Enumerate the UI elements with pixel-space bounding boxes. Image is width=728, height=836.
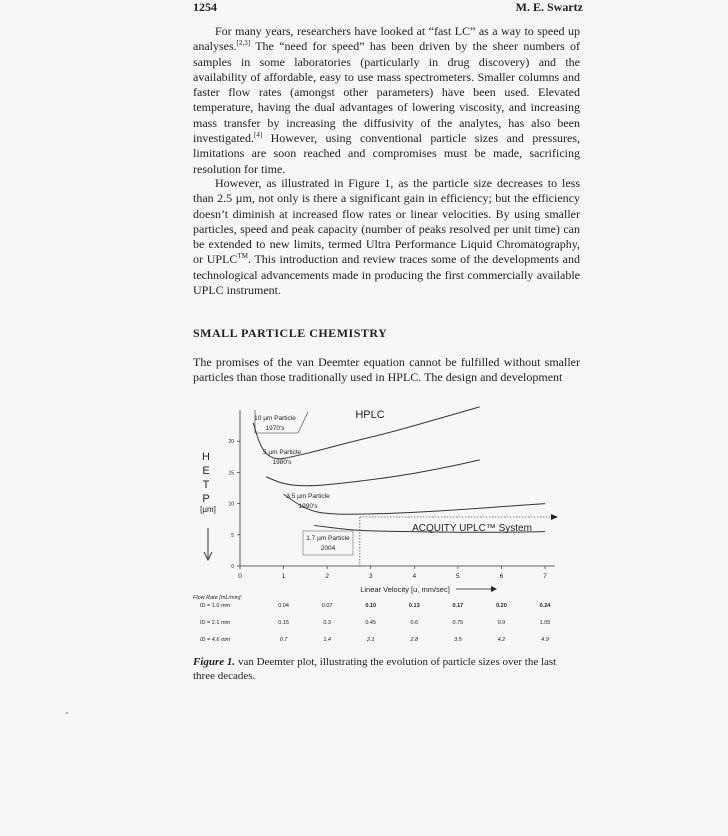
flow-table-cell: 3.5 (454, 637, 462, 643)
figure-caption (193, 655, 580, 683)
x-tick-label: 7 (543, 573, 547, 580)
x-tick-label: 1 (281, 573, 286, 580)
paragraph-3 (193, 355, 580, 386)
van-deemter-figure (190, 398, 590, 660)
flow-table-cell: 1.4 (323, 637, 331, 643)
series-label: 10 µm Particle (254, 415, 296, 422)
paragraph-1 (193, 24, 580, 177)
x-tick-label: 2 (325, 573, 329, 580)
flow-table-cell: 0.15 (278, 620, 289, 626)
series-label: 3.5 µm Particle (286, 493, 330, 500)
flow-table-cell: 0.04 (278, 603, 289, 609)
y-tick-label: 5 (231, 532, 234, 539)
flow-table-cell: 0.24 (539, 603, 551, 609)
stray-mark (66, 712, 68, 714)
flow-table-cell: 0.10 (365, 603, 377, 609)
y-tick-label: 15 (228, 470, 234, 477)
flow-table-cell: 0.9 (497, 620, 506, 626)
text-run: The “need for speed” has been driven by the sheer numbers of samples in some laboratories (particularly in drug discovery) and the availability of affordable, easy to use mass spectrometers. Smaller columns and faster flow rates (amongst other parameters) have been used. Elevated temperature, having the dual advantages of lowering viscosity, and increasing mass transfer by increasing the diffusivity of the analytes, has also been investigated. (193, 39, 580, 146)
van-deemter-chart (190, 398, 590, 660)
y-axis-label-letter: P (202, 493, 210, 505)
y-axis-unit: [µm] (200, 505, 216, 514)
flow-table-header: Flow Rate [mL/min]: (193, 595, 242, 601)
series-sub-label: 1990's (298, 503, 318, 510)
y-axis-label-letter: T (202, 479, 210, 491)
flow-table-cell: 1.05 (539, 620, 551, 626)
flow-table-cell: 0.20 (496, 603, 507, 609)
series-label: 5 µm Particle (262, 449, 302, 456)
y-axis-label-letter: E (202, 465, 210, 477)
text-run: However, using conventional particle sizes and pressures, limitations are soon reached and compromises must be made, sacrificing resolution for time. (193, 131, 580, 176)
page-number: 1254 (193, 0, 217, 14)
x-axis-label: Linear Velocity [u, mm/sec] (360, 585, 450, 594)
flow-table-cell: 0.7 (279, 637, 288, 643)
flow-table-cell: 4.2 (497, 637, 506, 643)
flow-table-cell: 0.6 (410, 620, 419, 626)
flow-table-cell: 0.07 (321, 603, 333, 609)
citation-ref: [4] (253, 131, 263, 140)
flow-table-cell: 0.75 (452, 620, 464, 626)
trademark-sup: TM (237, 252, 248, 261)
flow-table-cell: 4.9 (541, 637, 549, 643)
y-tick-label: 0 (231, 564, 234, 570)
series-sub-label: 1980's (272, 459, 292, 466)
flow-table-cell: 0.17 (452, 603, 464, 609)
text-run: . This introduction and review traces some of the developments and technological advancements made in producing the first commercially available UPLC instrument. (193, 252, 580, 298)
x-tick-label: 3 (368, 573, 373, 580)
x-tick-label: 0 (238, 573, 242, 580)
text-run: The promises of the van Deemter equation cannot be fulfilled without smaller particles than those traditionally used in HPLC. The design and development (193, 355, 580, 385)
running-head: M. E. Swartz (515, 0, 583, 14)
y-tick-label: 10 (228, 501, 234, 508)
flow-table-cell: 2.8 (410, 637, 419, 643)
y-axis-label-letter: H (202, 451, 210, 463)
flow-table-cell: 0.13 (408, 603, 420, 609)
flow-table-cell: 0.3 (323, 620, 331, 626)
series-sub-label: 1970's (265, 425, 285, 432)
series-label: 1.7 µm Particle (306, 535, 350, 542)
y-tick-label: 20 (228, 439, 234, 446)
x-tick-label: 6 (499, 573, 504, 580)
flow-table-cell: 0.45 (365, 620, 377, 626)
region-label-uplc: ACQUITY UPLC™ System (412, 523, 532, 534)
paragraph-2 (193, 176, 580, 298)
x-tick-label: 4 (412, 573, 417, 580)
series-sub-label: 2004 (320, 545, 336, 552)
x-axis-arrow-head (491, 586, 497, 592)
flow-table-row-label: ID = 4.6 mm (200, 637, 231, 643)
text-run: For many years, researchers have looked at “fast LC” as a way to speed up analyses. (193, 24, 580, 54)
uplc-arrow-head (551, 514, 558, 520)
section-heading: SMALL PARTICLE CHEMISTRY (193, 326, 388, 340)
x-tick-label: 5 (456, 573, 460, 580)
text-run: However, as illustrated in Figure 1, as the particle size decreases to less than 2.5 µm, not only is there a significant gain in efficiency; but the efficiency doesn’t diminish at increased flow rates or linear velocities. By using smaller particles, speed and peak capacity (number of peaks resolved per unit time) can be extended to new limits, termed Ultra Performance Liquid Chromatography, or UPLC (193, 176, 580, 267)
citation-ref: [2,3] (236, 39, 251, 48)
flow-table-cell: 2.1 (366, 637, 375, 643)
region-label-hplc: HPLC (355, 409, 385, 421)
flow-table-row-label: ID = 2.1 mm (200, 620, 231, 626)
caption-text: van Deemter plot, illustrating the evolution of particle sizes over the last three decades. (193, 656, 557, 682)
caption-label: Figure 1. (193, 656, 236, 668)
flow-table-row-label: ID = 1.0 mm (200, 603, 231, 609)
series-line-1 (266, 460, 480, 486)
